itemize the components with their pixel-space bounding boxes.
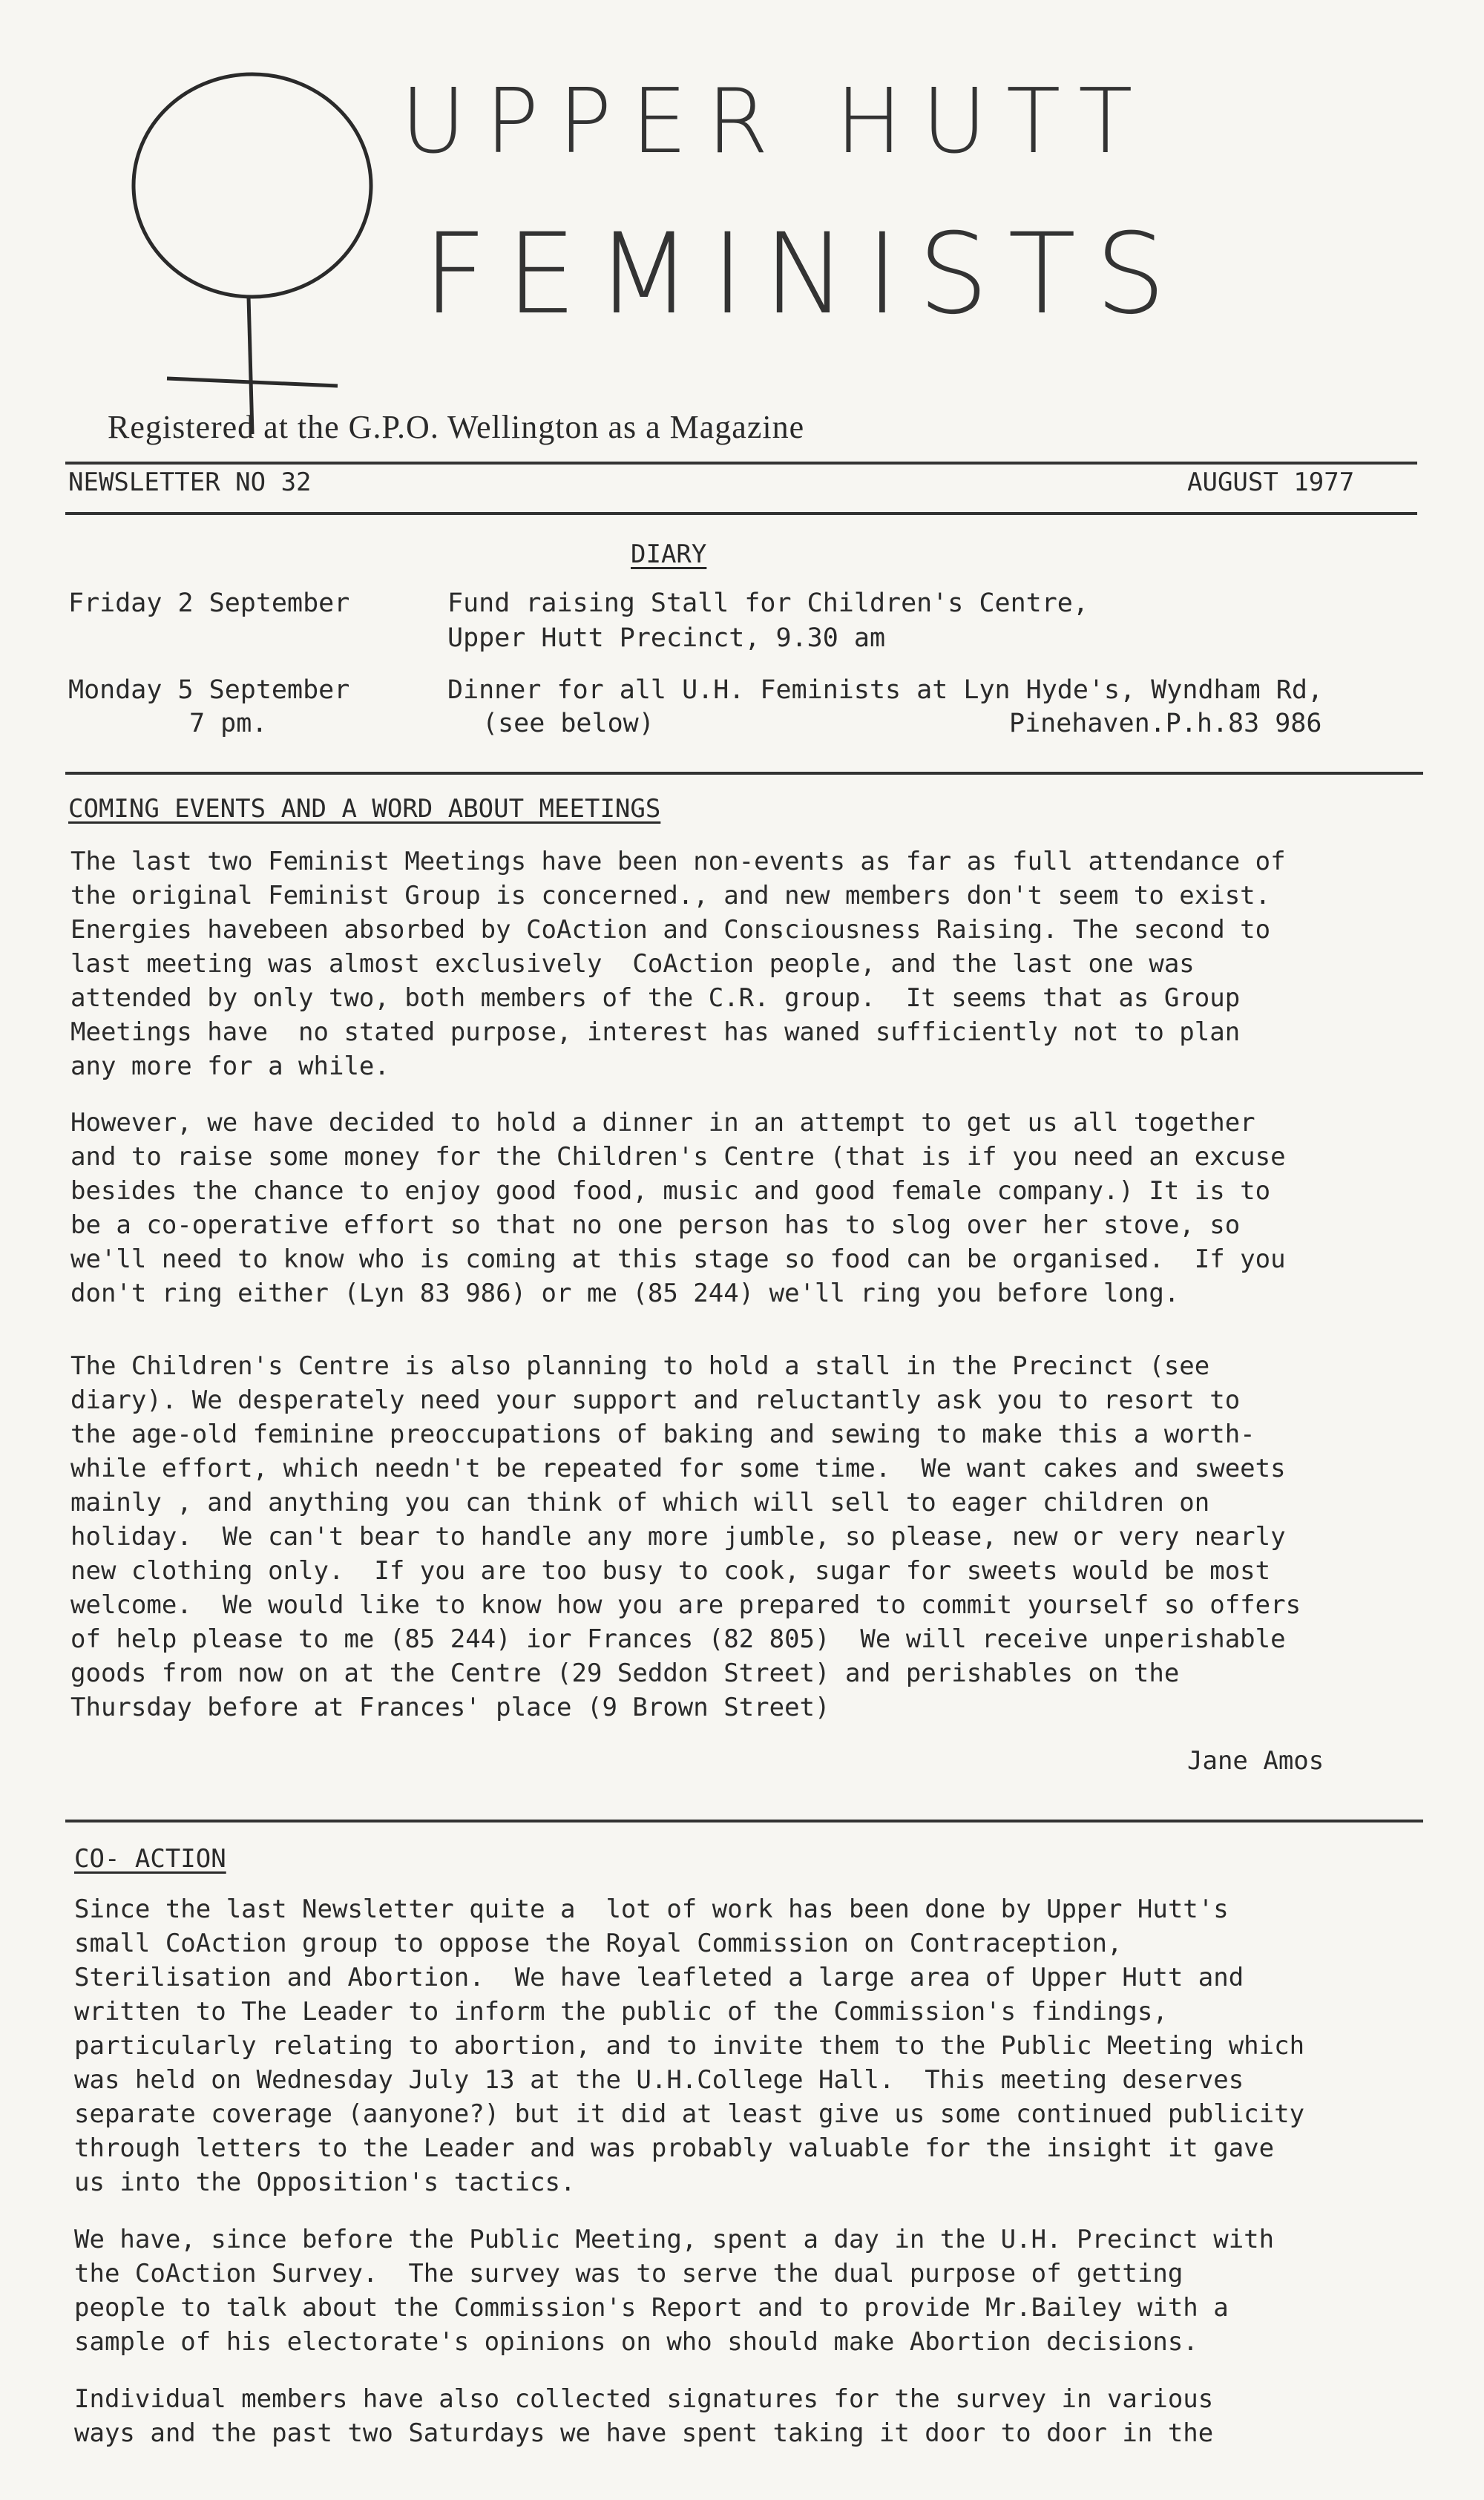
- text-line: we'll need to know who is coming at this stage so food can be organised. If you: [70, 1244, 1286, 1274]
- venus-symbol-icon: [126, 59, 393, 445]
- text-line: don't ring either (Lyn 83 986) or me (85 244) we'll ring you before long.: [70, 1279, 1180, 1308]
- text-line: welcome. We would like to know how you are prepared to commit yourself so offers: [70, 1590, 1301, 1620]
- diary-date-time: 7 pm.: [189, 709, 268, 738]
- diary-date: Friday 2 September: [68, 588, 350, 618]
- coming-events-heading: COMING EVENTS AND A WORD ABOUT MEETINGS: [68, 794, 661, 824]
- coming-events-paragraph-1: [70, 844, 1428, 1083]
- text-line: holiday. We can't bear to handle any more jumble, so please, new or very nearly: [70, 1522, 1286, 1552]
- text-line: of help please to me (85 244) ior Frances (82 805) We will receive unperishable: [70, 1624, 1286, 1654]
- text-line: through letters to the Leader and was probably valuable for the insight it gave: [74, 2133, 1275, 2163]
- text-line: diary). We desperately need your support and reluctantly ask you to resort to: [70, 1385, 1241, 1415]
- section-rule: [65, 1820, 1423, 1822]
- masthead-title-line1: UPPER HUTT: [401, 70, 1152, 174]
- text-line: the age-old feminine preoccupations of baking and sewing to make this a worth-: [70, 1420, 1255, 1449]
- masthead-title-line2: FEMINISTS: [423, 210, 1186, 339]
- text-line: be a co-operative effort so that no one person has to slog over her stove, so: [70, 1210, 1241, 1240]
- issue-date: AUGUST 1977: [1187, 467, 1355, 497]
- text-line: goods from now on at the Centre (29 Seddon Street) and perishables on the: [70, 1659, 1180, 1688]
- newsletter-number: NEWSLETTER NO 32: [68, 467, 312, 497]
- diary-date: Monday 5 September: [68, 675, 350, 705]
- text-line: ways and the past two Saturdays we have spent taking it door to door in the: [74, 2418, 1214, 2448]
- text-line: people to talk about the Commission's Report and to provide Mr.Bailey with a: [74, 2293, 1229, 2323]
- text-line: Energies havebeen absorbed by CoAction and Consciousness Raising. The second to: [70, 915, 1271, 945]
- co-action-paragraph-1: [74, 1892, 1432, 2199]
- author-signature: Jane Amos: [1187, 1746, 1324, 1776]
- issue-bottom-rule: [65, 512, 1417, 515]
- text-line: separate coverage (aanyone?) but it did at least give us some continued publicity: [74, 2099, 1305, 2129]
- text-line: Individual members have also collected signatures for the survey in various: [74, 2384, 1214, 2414]
- text-line: Thursday before at Frances' place (9 Brown Street): [70, 1693, 830, 1722]
- text-line: particularly relating to abortion, and to invite them to the Public Meeting which: [74, 2031, 1305, 2061]
- text-line: was held on Wednesday July 13 at the U.H.College Hall. This meeting deserves: [74, 2065, 1244, 2095]
- registration-line: Registered at the G.P.O. Wellington as a Magazine: [108, 409, 805, 445]
- text-line: and to raise some money for the Children's Centre (that is if you need an excuse: [70, 1142, 1286, 1172]
- co-action-heading: CO- ACTION: [74, 1844, 226, 1874]
- text-line: any more for a while.: [70, 1051, 390, 1081]
- text-line: besides the chance to enjoy good food, music and good female company.) It is to: [70, 1176, 1271, 1206]
- diary-detail: Fund raising Stall for Children's Centre,: [447, 588, 1089, 618]
- text-line: sample of his electorate's opinions on who should make Abortion decisions.: [74, 2327, 1198, 2357]
- section-rule: [65, 772, 1423, 775]
- text-line: Since the last Newsletter quite a lot of work has been done by Upper Hutt's: [74, 1894, 1229, 1924]
- text-line: mainly , and anything you can think of which will sell to eager children on: [70, 1488, 1210, 1518]
- text-line: written to The Leader to inform the public of the Commission's findings,: [74, 1997, 1168, 2027]
- coming-events-paragraph-2: [70, 1106, 1428, 1310]
- text-line: new clothing only. If you are too busy to cook, sugar for sweets would be most: [70, 1556, 1271, 1586]
- text-line: last meeting was almost exclusively CoAction people, and the last one was: [70, 949, 1195, 979]
- co-action-paragraph-2: [74, 2222, 1432, 2359]
- co-action-paragraph-3: [74, 2382, 1432, 2450]
- text-line: We have, since before the Public Meeting, spent a day in the U.H. Precinct with: [74, 2225, 1275, 2254]
- diary-detail: Dinner for all U.H. Feminists at Lyn Hyde's, Wyndham Rd,: [447, 675, 1324, 705]
- diary-detail: Upper Hutt Precinct, 9.30 am: [447, 623, 886, 653]
- diary-detail: Pinehaven.P.h.83 986: [1009, 709, 1322, 738]
- text-line: However, we have decided to hold a dinner in an attempt to get us all together: [70, 1108, 1255, 1138]
- text-line: attended by only two, both members of the C.R. group. It seems that as Group: [70, 983, 1241, 1013]
- text-line: the original Feminist Group is concerned., and new members don't seem to exist.: [70, 881, 1271, 911]
- text-line: us into the Opposition's tactics.: [74, 2168, 576, 2197]
- text-line: The last two Feminist Meetings have been non-events as far as full attendance of: [70, 847, 1286, 876]
- text-line: Meetings have no stated purpose, interest has waned sufficiently not to plan: [70, 1017, 1241, 1047]
- diary-detail: (see below): [482, 709, 654, 738]
- issue-top-rule: [65, 462, 1417, 465]
- text-line: The Children's Centre is also planning to hold a stall in the Precinct (see: [70, 1351, 1210, 1381]
- coming-events-paragraph-3: [70, 1349, 1428, 1725]
- diary-heading: DIARY: [631, 539, 707, 569]
- text-line: while effort, which needn't be repeated for some time. We want cakes and sweets: [70, 1454, 1286, 1483]
- text-line: small CoAction group to oppose the Royal Commission on Contraception,: [74, 1929, 1123, 1958]
- text-line: Sterilisation and Abortion. We have leafleted a large area of Upper Hutt and: [74, 1963, 1244, 1992]
- text-line: the CoAction Survey. The survey was to serve the dual purpose of getting: [74, 2259, 1183, 2289]
